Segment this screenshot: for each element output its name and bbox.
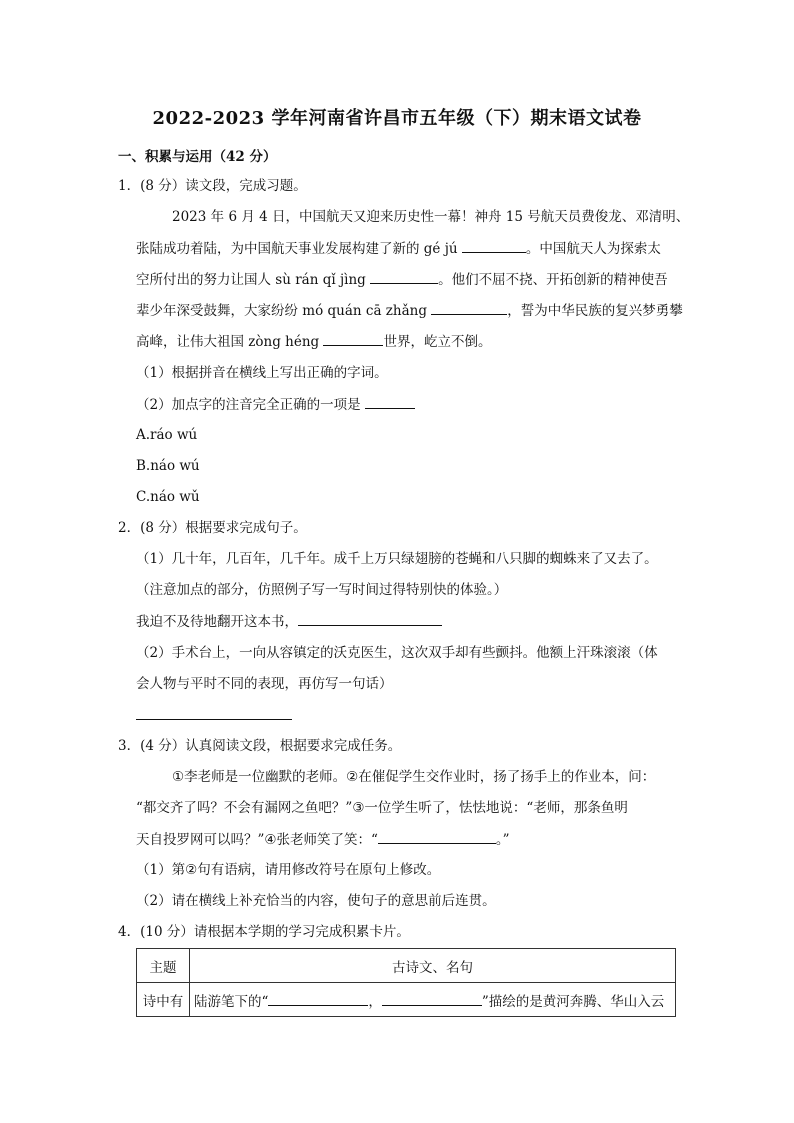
q3-passage-line-1: [172, 767, 655, 787]
option-b[interactable]: B.náo wú: [136, 458, 200, 474]
q3-text: 在催促学生交作业时，扬了扬手上的作业本，问：: [358, 769, 656, 785]
answer-blank[interactable]: [431, 300, 507, 315]
table-header-row: [137, 949, 676, 983]
q3-subquestion-2: （2）请在横线上补充恰当的内容，使句子的意思前后连贯。: [136, 893, 496, 909]
q1-passage-line-1: 2023 年 6 月 4 日，中国航天又迎来历史性一幕！神舟 15 号航天员费俊龙、邓清明、: [172, 209, 690, 225]
q3-text: 李老师是一位幽默的老师。: [184, 769, 347, 785]
q3-passage-line-2: [136, 798, 628, 818]
question-1-heading: 1．(8 分）读文段，完成习题。: [118, 178, 307, 194]
q3-passage-line-3: [136, 829, 510, 850]
table-header-theme: 主题: [137, 949, 190, 983]
q2-write-prompt: 我迫不及待地翻开这本书，: [136, 614, 298, 630]
q2-subquestion-1: （1）几十年，几百年，几千年。成千上万只绿翅膀的苍蝇和八只脚的蜘蛛来了又去了。: [136, 551, 658, 567]
answer-blank[interactable]: [382, 991, 482, 1006]
option-c[interactable]: C.náo wǔ: [136, 489, 200, 505]
q1-passage-line-4: [136, 300, 683, 321]
answer-blank[interactable]: [370, 269, 438, 284]
q1-line4-text: 辈少年深受鼓舞，大家纷纷 mó quán cā zhǎng: [136, 303, 432, 319]
q3-text: 张老师笑了笑：“: [276, 832, 378, 848]
q2-subquestion-1-note: （注意加点的部分，仿照例子写一写时间过得特别快的体验。）: [136, 582, 508, 598]
cell-text: ，: [368, 993, 382, 1010]
circle-number-2: ②: [346, 769, 359, 785]
question-2-heading: 2．(8 分）根据要求完成句子。: [118, 520, 307, 536]
q3-text: 天自投罗网可以吗？”: [136, 832, 265, 848]
answer-blank[interactable]: [323, 331, 383, 346]
accumulation-card-table: [136, 948, 676, 1017]
circle-number-3: ③: [352, 800, 365, 816]
answer-blank[interactable]: [136, 705, 292, 720]
q1-sub2-text: （2）加点字的注音完全正确的一项是: [136, 397, 365, 413]
q1-line2-text-end: 。中国航天人为探索太: [525, 241, 661, 257]
q2-subquestion-2-line-2: 会人物与平时不同的表现，再仿写一句话）: [136, 676, 393, 692]
answer-blank[interactable]: [268, 991, 368, 1006]
q2-subquestion-1-write: [136, 611, 442, 632]
q1-line4-text-end: ，誓为中华民族的复兴梦勇攀: [507, 303, 683, 319]
q3-text: “都交齐了吗？不会有漏网之鱼吧？”: [136, 800, 353, 816]
q1-line2-text: 张陆成功着陆，为中国航天事业发展构建了新的 gé jú: [136, 241, 462, 257]
q1-line5-text-end: 世界，屹立不倒。: [383, 334, 492, 350]
q1-passage-line-3: [136, 269, 668, 290]
table-row: [137, 983, 676, 1017]
question-3-heading: 3．(4 分）认真阅读文段，根据要求完成任务。: [118, 738, 402, 754]
q3-text: 。”: [495, 832, 510, 848]
section-heading: 一、积累与运用（42 分）: [118, 149, 277, 165]
q3-sub1-text-end: 句有语病，请用修改符号在原句上修改。: [197, 862, 441, 878]
q3-sub1-text: （1）第: [136, 862, 186, 878]
page-title: 2022-2023 学年河南省许昌市五年级（下）期末语文试卷: [152, 108, 642, 129]
cell-text: ”描绘的是黄河奔腾、华山入云: [481, 993, 665, 1010]
q3-text: 一位学生听了，怯怯地说：“老师，那条鱼明: [364, 800, 628, 816]
q1-subquestion-2: [136, 394, 415, 415]
q1-line5-text: 高峰，让伟大祖国 zòng héng: [136, 334, 324, 350]
q2-subquestion-2-line-1: （2）手术台上，一向从容镇定的沃克医生，这次双手却有些颤抖。他额上汗珠滚滚（体: [136, 645, 658, 661]
table-cell-poems: [190, 983, 676, 1017]
answer-blank[interactable]: [462, 238, 526, 253]
question-4-heading: 4．(10 分）请根据本学期的学习完成积累卡片。: [118, 924, 410, 940]
answer-blank[interactable]: [378, 829, 496, 844]
q1-line3-text: 空所付出的努力让国人 sù rán qǐ jìng: [136, 272, 371, 288]
circle-number-2: ②: [185, 862, 198, 878]
table-header-poems: 古诗文、名句: [190, 949, 676, 983]
q1-passage-line-5: [136, 331, 491, 352]
q1-subquestion-1: （1）根据拼音在横线上写出正确的字词。: [136, 365, 388, 381]
circle-number-4: ④: [264, 832, 277, 848]
q1-line3-text-end: 。他们不屈不挠、开拓创新的精神使吾: [438, 272, 668, 288]
answer-blank[interactable]: [298, 611, 442, 626]
q2-answer-line: [136, 705, 292, 726]
circle-number-1: ①: [172, 769, 185, 785]
option-a[interactable]: A.ráo wú: [136, 427, 198, 443]
cell-text: 陆游笔下的“: [194, 993, 269, 1010]
table-cell-theme: 诗中有: [137, 983, 190, 1017]
q3-subquestion-1: [136, 860, 440, 880]
q1-passage-line-2: [136, 238, 661, 259]
answer-blank[interactable]: [365, 394, 415, 409]
